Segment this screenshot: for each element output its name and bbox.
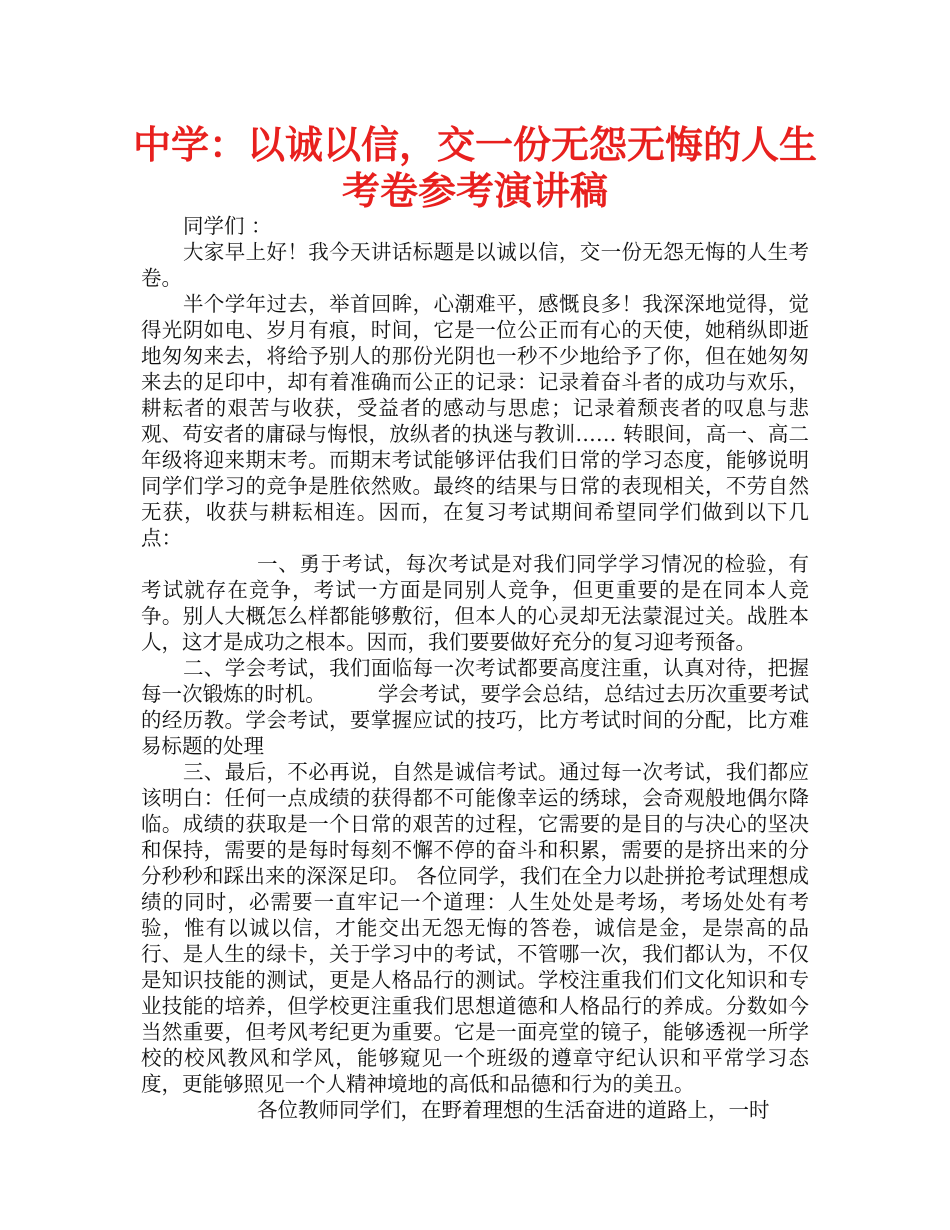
paragraph-point-three: 三、最后，不必再说，自然是诚信考试。通过每一次考试，我们都应该明白：任何一点成绩的获得都不可能像幸运的绣球，会奇观般地偶尔降临。成绩的获取是一个日常的艰苦的过程，它需要的是目的与决心的坚决和保持，需要的是每时每刻不懈不停的奋斗和积累，需要的是挤出来的分分秒秒和踩出来的深深足印。 各位同学，我们在全力以赴拼抢考试理想成绩的同时，必需要一直牢记一个道理：人生处处是考场，考场处处有考验，惟有以诚以信，才能交出无怨无悔的答卷，诚信是金，是崇高的品行、是人生的绿卡，关于学习中的考试，不管哪一次，我们都认为，不仅是知识技能的测试，更是人格品行的测试。学校注重我们们文化知识和专业技能的培养，但学校更注重我们思想道德和人格品行的养成。分数如今当然重要，但考风考纪更为重要。它是一面亮堂的镜子，能够透视一所学校的校风教风和学风，能够窥见一个班级的遵章守纪认识和平常学习态度，更能够照见一个人精神境地的高低和品德和行为的美丑。: [141, 760, 809, 1096]
paragraph-greeting: 大家早上好！我今天讲话标题是以诚以信，交一份无怨无悔的人生考卷。: [141, 240, 809, 290]
title-line-1: 中学：以诚以信，交一份无怨无悔的人生: [132, 123, 817, 167]
document-title: [0, 122, 950, 214]
point-two-part-b: 学会考试，要学会总结，总结过去历次重要考试的经历教。学会考试，要掌握应试的技巧，比方考试时间的分配，比方难易标题的处理: [141, 682, 810, 758]
title-line-2: 考卷参考演讲稿: [341, 169, 608, 213]
document-body: [141, 213, 809, 1123]
point-two-part-a: 二、学会考试，我们面临每一次考试都要高度注重，认真对待，把握每一次锻炼的时机。: [141, 656, 809, 706]
paragraph-point-two: [141, 655, 809, 759]
paragraph-closing: 各位教师同学们，在野着理想的生活奋进的道路上，一时: [257, 1098, 770, 1122]
salutation: 同学们 ：: [183, 214, 272, 238]
paragraph-point-one: 一、勇于考试，每次考试是对我们同学学习情况的检验，有考试就存在竞争，考试一方面是同别人竞争，但更重要的是在同本人竞争。别人大概怎么样都能够敷衍，但本人的心灵却无法蒙混过关。战胜本人，这才是成功之根本。因而，我们要要做好充分的复习迎考预备。: [141, 552, 809, 654]
paragraph-reflection: 半个学年过去，举首回眸，心潮难平，感慨良多！我深深地觉得，觉得光阴如电、岁月有痕，时间，它是一位公正而有心的天使，她稍纵即逝地匆匆来去，将给予别人的那份光阴也一秒不少地给予了你，但在她匆匆来去的足印中，却有着准确而公正的记录：记录着奋斗者的成功与欢乐，耕耘者的艰苦与收获，受益者的感动与思虑；记录着颓丧者的叹息与悲观、苟安者的庸碌与悔恨，放纵者的执迷与教训…… 转眼间，高一、高二年级将迎来期末考。而期末考试能够评估我们日常的学习态度，能够说明同学们学习的竞争是胜依然败。最终的结果与日常的表现相关，不劳自然无获，收获与耕耘相连。因而，在复习考试期间希望同学们做到以下几点：: [141, 292, 809, 550]
